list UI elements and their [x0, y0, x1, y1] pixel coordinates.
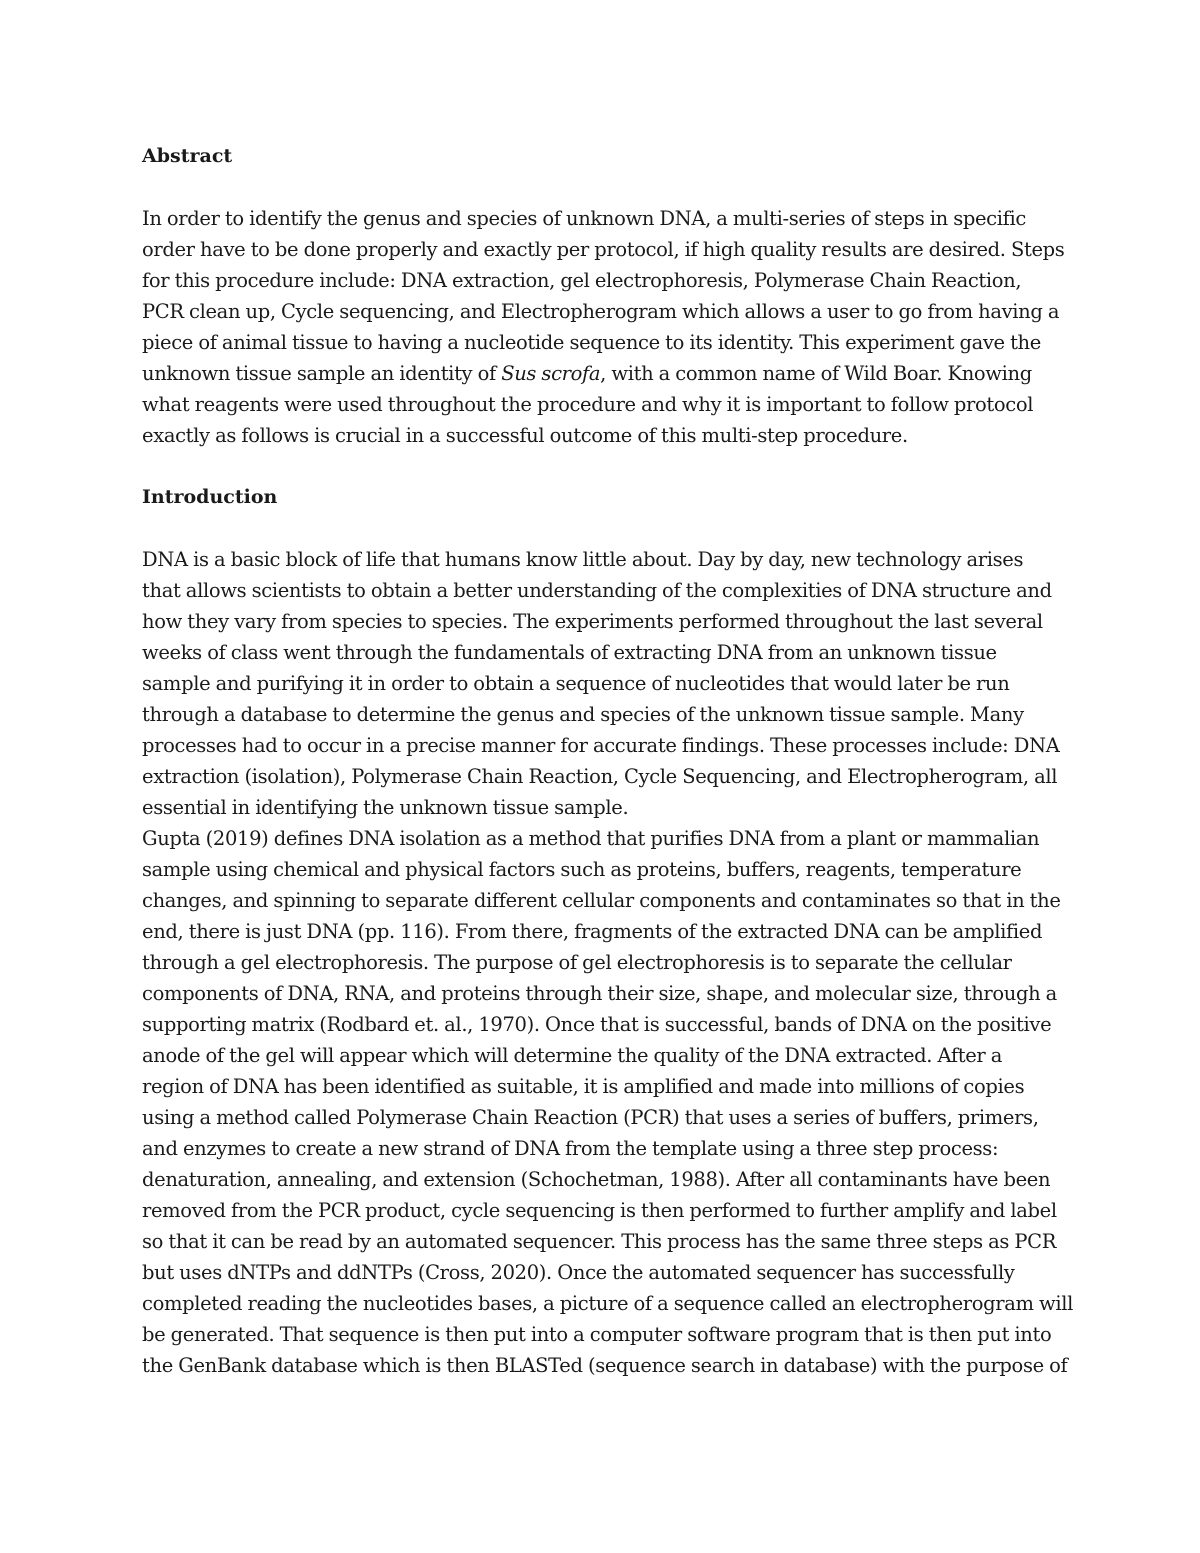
introduction-line: Gupta (2019) defines DNA isolation as a method that purifies DNA from a plant or mammalian [142, 827, 1040, 850]
abstract-line: In order to identify the genus and species of unknown DNA, a multi-series of steps in specific [142, 207, 1026, 230]
introduction-heading: Introduction [142, 486, 278, 508]
introduction-line: weeks of class went through the fundamentals of extracting DNA from an unknown tissue [142, 641, 997, 664]
abstract-line: order have to be done properly and exactly per protocol, if high quality results are desired. Steps [142, 238, 1065, 261]
introduction-line: processes had to occur in a precise manner for accurate findings. These processes include: DNA [142, 734, 1060, 757]
introduction-line: sample and purifying it in order to obtain a sequence of nucleotides that would later be run [142, 672, 1010, 695]
abstract-line-species [142, 358, 1032, 389]
introduction-line: anode of the gel will appear which will determine the quality of the DNA extracted. After a [142, 1044, 1002, 1067]
introduction-line: supporting matrix (Rodbard et. al., 1970). Once that is successful, bands of DNA on the positive [142, 1013, 1052, 1036]
abstract-line: what reagents were used throughout the procedure and why it is important to follow protocol [142, 393, 1034, 416]
abstract-line: piece of animal tissue to having a nucleotide sequence to its identity. This experiment gave the [142, 331, 1041, 354]
introduction-line: region of DNA has been identified as suitable, it is amplified and made into millions of copies [142, 1075, 1025, 1098]
abstract-text-after-species: , with a common name of Wild Boar. Knowing [600, 362, 1032, 385]
abstract-line: PCR clean up, Cycle sequencing, and Electropherogram which allows a user to go from having a [142, 300, 1060, 323]
abstract-line: exactly as follows is crucial in a successful outcome of this multi-step procedure. [142, 424, 908, 447]
introduction-line: that allows scientists to obtain a better understanding of the complexities of DNA structure and [142, 579, 1052, 602]
introduction-line: using a method called Polymerase Chain Reaction (PCR) that uses a series of buffers, primers, [142, 1106, 1039, 1129]
abstract-text-before-species: unknown tissue sample an identity of [142, 362, 502, 385]
introduction-line: how they vary from species to species. The experiments performed throughout the last several [142, 610, 1043, 633]
introduction-line: extraction (isolation), Polymerase Chain Reaction, Cycle Sequencing, and Electropherogram, all [142, 765, 1058, 788]
introduction-line: sample using chemical and physical factors such as proteins, buffers, reagents, temperature [142, 858, 1022, 881]
introduction-line: DNA is a basic block of life that humans know little about. Day by day, new technology arises [142, 548, 1024, 571]
introduction-line: and enzymes to create a new strand of DNA from the template using a three step process: [142, 1137, 999, 1160]
introduction-line: completed reading the nucleotides bases, a picture of a sequence called an electropherogram will [142, 1292, 1074, 1315]
species-name: Sus scrofa [501, 362, 601, 385]
introduction-line: but uses dNTPs and ddNTPs (Cross, 2020). Once the automated sequencer has successfully [142, 1261, 1015, 1284]
introduction-line: changes, and spinning to separate different cellular components and contaminates so that in the [142, 889, 1061, 912]
introduction-line: components of DNA, RNA, and proteins through their size, shape, and molecular size, through a [142, 982, 1057, 1005]
abstract-heading: Abstract [142, 145, 233, 167]
introduction-line: so that it can be read by an automated sequencer. This process has the same three steps as PCR [142, 1230, 1057, 1253]
introduction-line: through a gel electrophoresis. The purpose of gel electrophoresis is to separate the cellular [142, 951, 1012, 974]
introduction-line: denaturation, annealing, and extension (Schochetman, 1988). After all contaminants have been [142, 1168, 1051, 1191]
introduction-line: removed from the PCR product, cycle sequencing is then performed to further amplify and label [142, 1199, 1057, 1222]
introduction-line: through a database to determine the genus and species of the unknown tissue sample. Many [142, 703, 1024, 726]
introduction-line: essential in identifying the unknown tissue sample. [142, 796, 629, 819]
introduction-line: end, there is just DNA (pp. 116). From there, fragments of the extracted DNA can be amplified [142, 920, 1043, 943]
introduction-line: be generated. That sequence is then put into a computer software program that is then put into [142, 1323, 1052, 1346]
abstract-line: for this procedure include: DNA extraction, gel electrophoresis, Polymerase Chain Reaction, [142, 269, 1022, 292]
introduction-line: the GenBank database which is then BLASTed (sequence search in database) with the purpose of [142, 1354, 1068, 1377]
